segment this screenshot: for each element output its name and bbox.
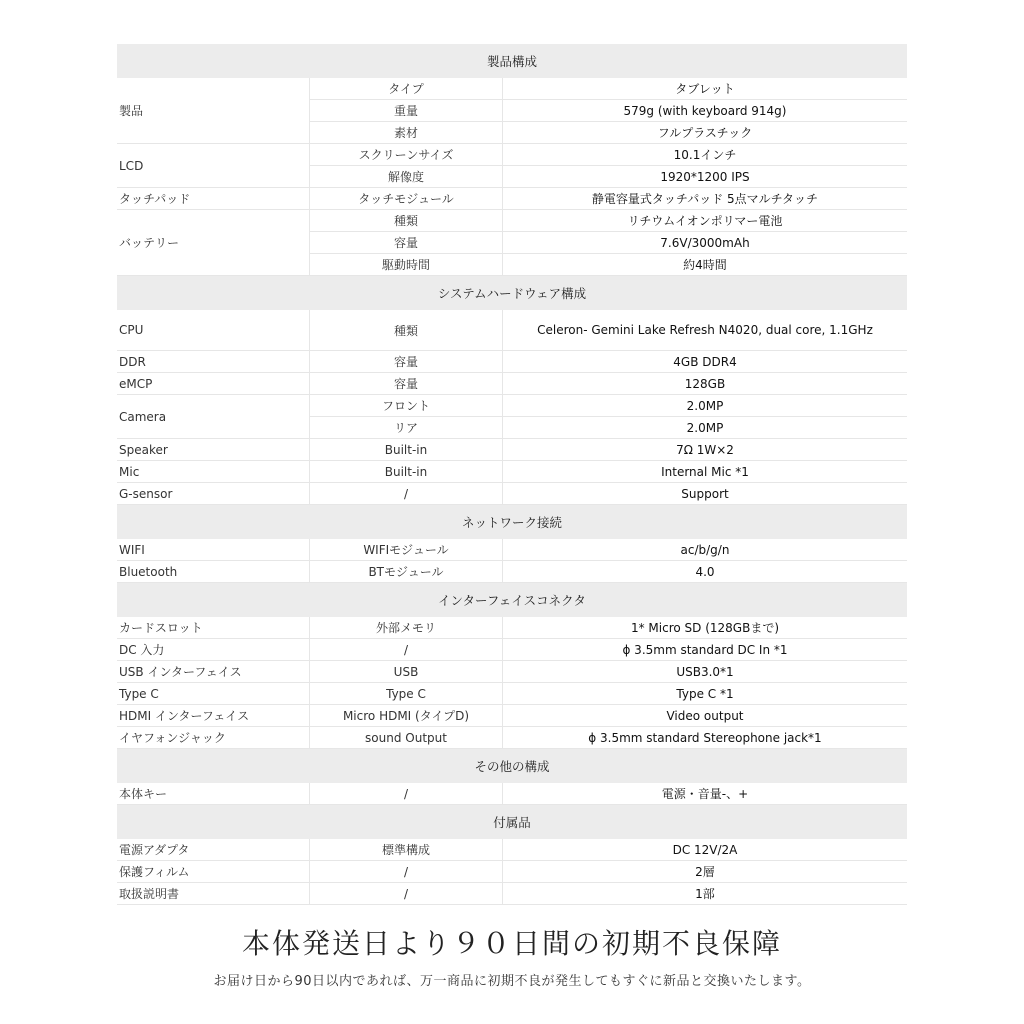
spec-group (117, 188, 907, 210)
spec-value: Type C *1 (676, 686, 734, 701)
spec-value: 7.6V/3000mAh (660, 235, 750, 250)
spec-group (117, 683, 907, 705)
group-label: Camera (117, 395, 310, 438)
spec-value: Internal Mic *1 (661, 464, 749, 479)
spec-row (310, 165, 907, 187)
spec-row (310, 561, 907, 582)
spec-group (117, 617, 907, 639)
group-label: HDMI インターフェイス (117, 705, 310, 726)
group-label: WIFI (117, 539, 310, 560)
spec-group (117, 539, 907, 561)
spec-value: 2.0MP (686, 420, 724, 435)
spec-value: 4.0 (695, 564, 715, 579)
section-header: インターフェイスコネクタ (117, 583, 907, 617)
spec-row (310, 210, 907, 231)
spec-value: フルプラスチック (657, 126, 753, 140)
group-label: Type C (117, 683, 310, 704)
group-label: バッテリー (117, 210, 310, 275)
spec-item: BTモジュール (310, 561, 503, 582)
spec-item: / (310, 639, 503, 660)
spec-value: 電源・音量-、+ (661, 787, 749, 801)
spec-item: 素材 (310, 122, 503, 143)
spec-item: 標準構成 (310, 839, 503, 860)
spec-item: Built-in (310, 439, 503, 460)
spec-row (310, 144, 907, 165)
spec-row (310, 839, 907, 860)
spec-item: 外部メモリ (310, 617, 503, 638)
spec-item: 容量 (310, 232, 503, 253)
spec-item: リア (310, 417, 503, 438)
spec-row (310, 727, 907, 748)
spec-group (117, 561, 907, 583)
spec-row (310, 253, 907, 275)
spec-item: 容量 (310, 373, 503, 394)
spec-value: 579g (with keyboard 914g) (623, 103, 787, 118)
group-label: Bluetooth (117, 561, 310, 582)
spec-item: フロント (310, 395, 503, 416)
spec-group (117, 483, 907, 505)
spec-value: ϕ 3.5mm standard Stereophone jack*1 (588, 730, 822, 745)
group-label: 取扱説明書 (117, 883, 310, 904)
spec-item: 駆動時間 (310, 254, 503, 275)
spec-row (310, 539, 907, 560)
spec-item: タイプ (310, 78, 503, 99)
spec-row (310, 351, 907, 372)
spec-table (117, 44, 907, 905)
spec-group (117, 661, 907, 683)
spec-row (310, 439, 907, 460)
spec-row (310, 861, 907, 882)
spec-value: DC 12V/2A (672, 842, 738, 857)
spec-value: 静電容量式タッチパッド 5点マルチタッチ (591, 192, 819, 206)
spec-item: 種類 (310, 210, 503, 231)
spec-item: タッチモジュール (310, 188, 503, 209)
group-label: カードスロット (117, 617, 310, 638)
spec-group (117, 78, 907, 144)
spec-row (310, 461, 907, 482)
spec-value: リチウムイオンポリマー電池 (627, 214, 783, 228)
group-label: 電源アダプタ (117, 839, 310, 860)
warranty-description: お届け日から90日以内であれば、万一商品に初期不良が発生してもすぐに新品と交換いたします。 (213, 974, 811, 989)
warranty-title: 本体発送日より９０日間の初期不良保障 (241, 927, 782, 960)
spec-row (310, 617, 907, 638)
group-label: LCD (117, 144, 310, 187)
group-label: eMCP (117, 373, 310, 394)
spec-group (117, 461, 907, 483)
group-label: 本体キー (117, 783, 310, 804)
spec-row (310, 78, 907, 99)
section-header: ネットワーク接続 (117, 505, 907, 539)
spec-group (117, 144, 907, 188)
spec-group (117, 395, 907, 439)
spec-value: 7Ω 1W×2 (676, 442, 734, 457)
group-label: Mic (117, 461, 310, 482)
spec-value: 128GB (684, 376, 726, 391)
section-header: その他の構成 (117, 749, 907, 783)
spec-item: Built-in (310, 461, 503, 482)
group-label: 保護フィルム (117, 861, 310, 882)
spec-row (310, 231, 907, 253)
group-label: G-sensor (117, 483, 310, 504)
spec-item: 重量 (310, 100, 503, 121)
spec-item: 容量 (310, 351, 503, 372)
spec-row (310, 395, 907, 416)
spec-row (310, 661, 907, 682)
spec-row (310, 683, 907, 704)
spec-group (117, 727, 907, 749)
spec-group (117, 210, 907, 276)
spec-row (310, 99, 907, 121)
section-header: 製品構成 (117, 44, 907, 78)
spec-group (117, 839, 907, 861)
spec-row (310, 639, 907, 660)
spec-value: 1部 (695, 887, 715, 901)
spec-group (117, 373, 907, 395)
group-label: USB インターフェイス (117, 661, 310, 682)
spec-value: 10.1インチ (673, 148, 737, 162)
spec-item: スクリーンサイズ (310, 144, 503, 165)
spec-group (117, 705, 907, 727)
group-label: タッチパッド (117, 188, 310, 209)
group-label: DDR (117, 351, 310, 372)
spec-row (310, 883, 907, 904)
spec-row (310, 483, 907, 504)
spec-group (117, 310, 907, 351)
spec-item: / (310, 783, 503, 804)
spec-item: Micro HDMI (タイプD) (310, 705, 503, 726)
spec-value: 1* Micro SD (128GBまで) (630, 621, 780, 635)
spec-value: Support (681, 486, 729, 501)
spec-value: Video output (666, 708, 744, 723)
spec-item: sound Output (310, 727, 503, 748)
group-label: CPU (117, 310, 310, 350)
spec-group (117, 639, 907, 661)
spec-value: 4GB DDR4 (673, 354, 737, 369)
spec-value: USB3.0*1 (676, 664, 734, 679)
spec-item: / (310, 883, 503, 904)
spec-row (310, 416, 907, 438)
spec-item: WIFIモジュール (310, 539, 503, 560)
spec-row (310, 188, 907, 209)
group-label: DC 入力 (117, 639, 310, 660)
spec-item: 解像度 (310, 166, 503, 187)
spec-row (310, 783, 907, 804)
spec-item: / (310, 861, 503, 882)
spec-value: ac/b/g/n (680, 542, 730, 557)
spec-item: Type C (310, 683, 503, 704)
spec-value: 約4時間 (683, 258, 727, 272)
spec-value: 2層 (695, 865, 715, 879)
spec-value: 1920*1200 IPS (660, 169, 750, 184)
spec-group (117, 351, 907, 373)
group-label: イヤフォンジャック (117, 727, 310, 748)
spec-row (310, 705, 907, 726)
spec-group (117, 883, 907, 905)
group-label: 製品 (117, 78, 310, 143)
spec-group (117, 439, 907, 461)
spec-value: 2.0MP (686, 398, 724, 413)
spec-group (117, 783, 907, 805)
group-label: Speaker (117, 439, 310, 460)
spec-value: タブレット (675, 82, 735, 96)
spec-item: / (310, 483, 503, 504)
spec-row (310, 310, 907, 350)
section-header: 付属品 (117, 805, 907, 839)
section-header: システムハードウェア構成 (117, 276, 907, 310)
spec-item: 種類 (310, 310, 503, 350)
spec-group (117, 861, 907, 883)
spec-item: USB (310, 661, 503, 682)
spec-row (310, 121, 907, 143)
spec-row (310, 373, 907, 394)
spec-value: Celeron- Gemini Lake Refresh N4020, dual core, 1.1GHz (537, 323, 873, 337)
spec-value: ϕ 3.5mm standard DC In *1 (622, 642, 788, 657)
